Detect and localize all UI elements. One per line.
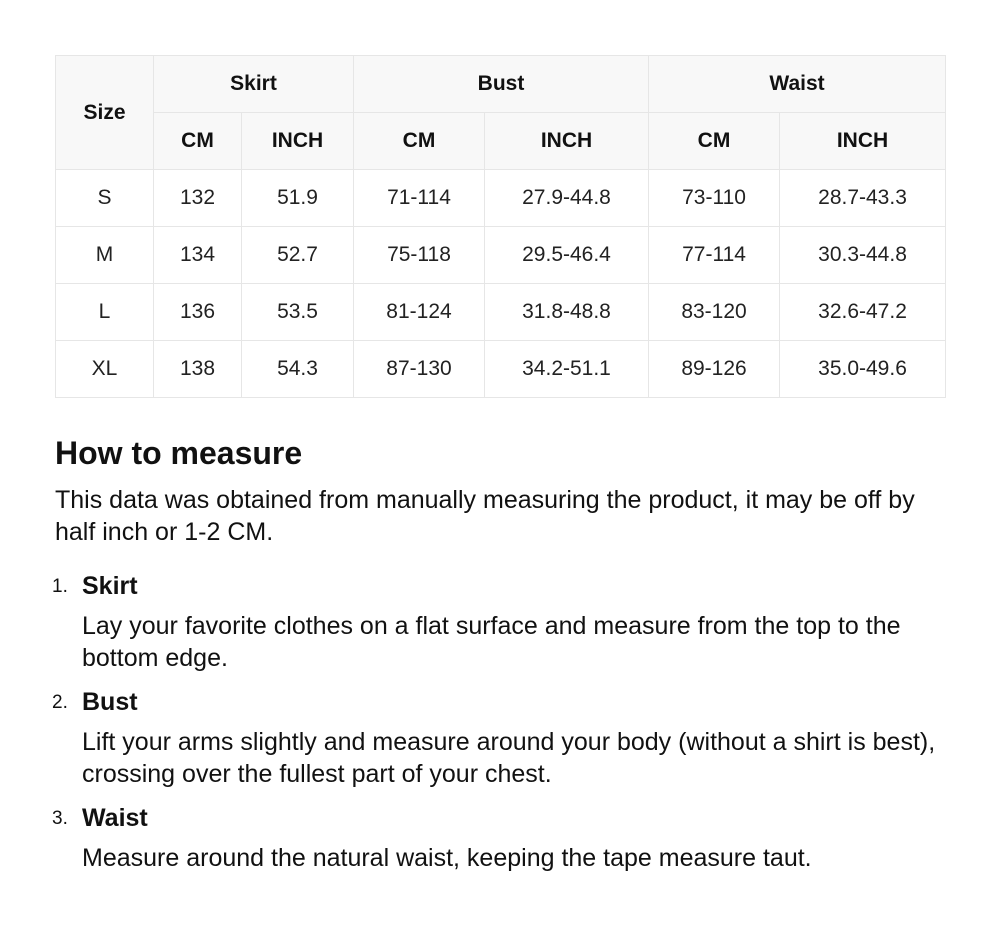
table-cell: 28.7-43.3 — [780, 170, 946, 227]
step-title: Waist — [82, 804, 148, 832]
table-cell: 83-120 — [649, 284, 780, 341]
step-item-bust — [52, 686, 955, 790]
table-cell: 53.5 — [242, 284, 354, 341]
size-cell: XL — [56, 341, 154, 398]
table-cell: 31.8-48.8 — [485, 284, 649, 341]
table-cell: 134 — [154, 227, 242, 284]
table-cell: 87-130 — [354, 341, 485, 398]
table-cell: 51.9 — [242, 170, 354, 227]
size-cell: M — [56, 227, 154, 284]
how-to-measure-section — [52, 430, 955, 886]
table-cell: 29.5-46.4 — [485, 227, 649, 284]
unit-header: INCH — [242, 113, 354, 170]
table-row — [56, 170, 946, 227]
table-cell: 34.2-51.1 — [485, 341, 649, 398]
skirt-group-header: Skirt — [154, 56, 354, 113]
step-title: Skirt — [82, 572, 138, 600]
unit-header: CM — [649, 113, 780, 170]
table-cell: 77-114 — [649, 227, 780, 284]
table-row — [56, 284, 946, 341]
step-item-waist — [52, 802, 955, 874]
size-chart-table — [55, 55, 946, 398]
table-units-row — [56, 113, 946, 170]
unit-header: CM — [354, 113, 485, 170]
step-title: Bust — [82, 688, 138, 716]
step-number: 2. — [52, 692, 68, 713]
intro-paragraph: This data was obtained from manually measuring the product, it may be off by half inch or 1-2 CM. — [55, 486, 915, 546]
table-cell: 136 — [154, 284, 242, 341]
table-cell: 71-114 — [354, 170, 485, 227]
waist-group-header: Waist — [649, 56, 946, 113]
table-cell: 138 — [154, 341, 242, 398]
table-cell: 73-110 — [649, 170, 780, 227]
table-cell: 32.6-47.2 — [780, 284, 946, 341]
unit-header: CM — [154, 113, 242, 170]
bust-group-header: Bust — [354, 56, 649, 113]
step-description: Measure around the natural waist, keeping the tape measure taut. — [82, 844, 812, 872]
table-cell: 35.0-49.6 — [780, 341, 946, 398]
table-cell: 75-118 — [354, 227, 485, 284]
table-header-row — [56, 56, 946, 113]
step-number: 1. — [52, 576, 68, 597]
table-cell: 89-126 — [649, 341, 780, 398]
table-cell: 132 — [154, 170, 242, 227]
table-row — [56, 227, 946, 284]
step-description: Lift your arms slightly and measure around your body (without a shirt is best), crossing over the fullest part of your chest. — [82, 728, 936, 788]
table-cell: 27.9-44.8 — [485, 170, 649, 227]
section-title: How to measure — [55, 435, 303, 471]
table-cell: 30.3-44.8 — [780, 227, 946, 284]
step-description: Lay your favorite clothes on a flat surface and measure from the top to the bottom edge. — [82, 612, 901, 672]
table-cell: 52.7 — [242, 227, 354, 284]
size-cell: L — [56, 284, 154, 341]
unit-header: INCH — [780, 113, 946, 170]
step-number: 3. — [52, 808, 68, 829]
table-row — [56, 341, 946, 398]
size-column-header: Size — [56, 56, 154, 170]
measure-steps-list — [52, 570, 955, 874]
table-cell: 54.3 — [242, 341, 354, 398]
step-item-skirt — [52, 570, 955, 674]
size-cell: S — [56, 170, 154, 227]
table-cell: 81-124 — [354, 284, 485, 341]
unit-header: INCH — [485, 113, 649, 170]
